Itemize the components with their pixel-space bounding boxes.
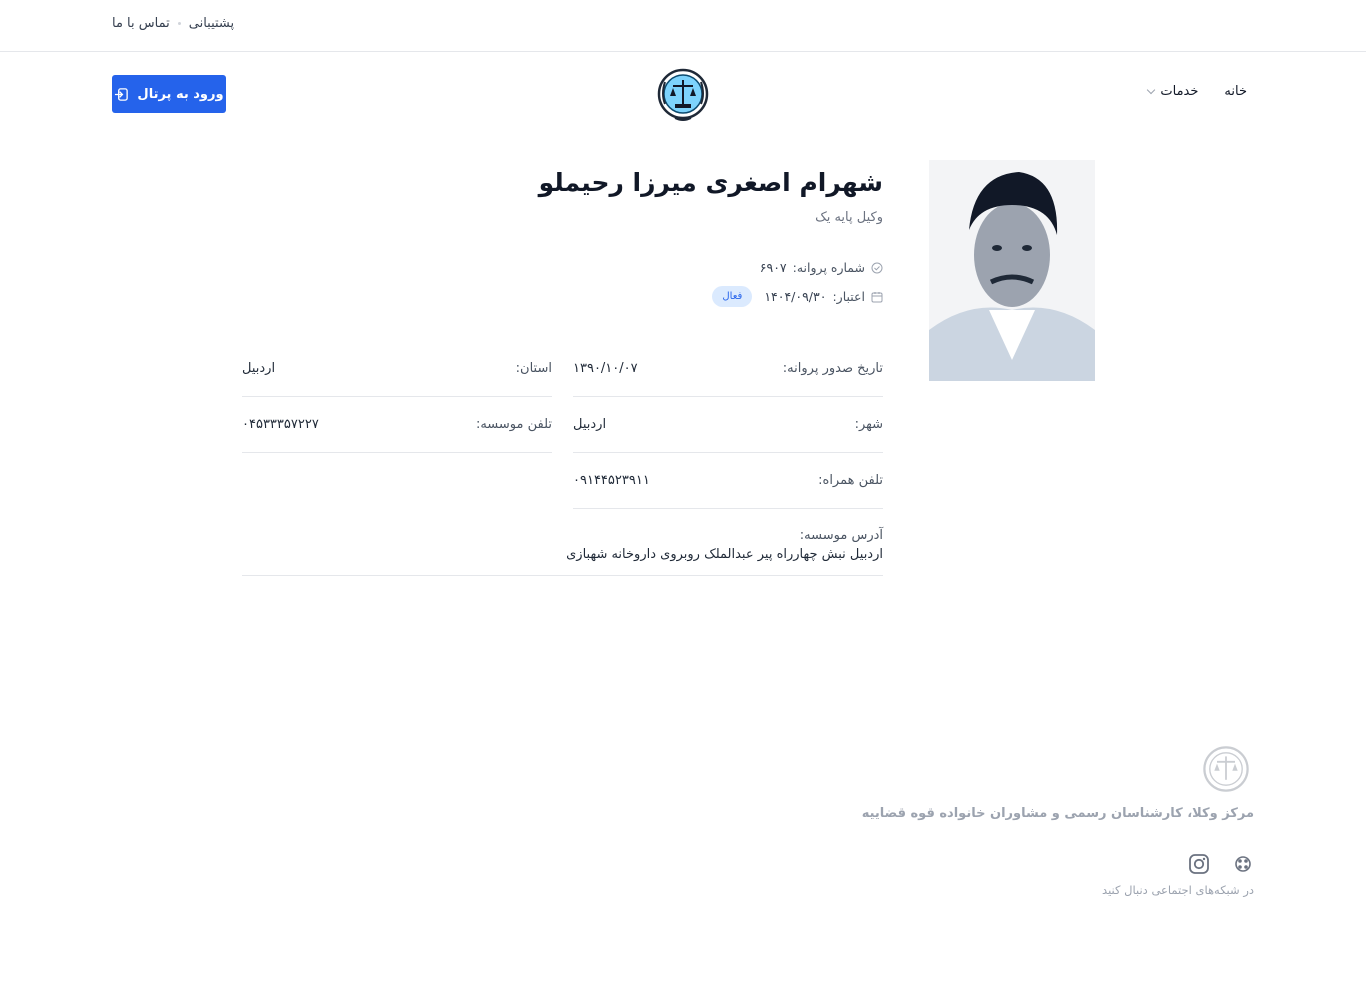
address-value: اردبیل نبش چهارراه پیر عبدالملک روبروی داروخانه شهبازی — [566, 547, 883, 562]
office-phone-value: ۰۴۵۳۳۳۵۷۲۲۷ — [242, 417, 319, 432]
main-nav — [1148, 84, 1247, 99]
license-row — [760, 260, 883, 275]
support-link[interactable]: پشتیبانی — [188, 16, 235, 31]
city-label: شهر: — [854, 417, 883, 432]
validity-row — [712, 286, 883, 307]
city-value: اردبیل — [573, 417, 607, 432]
issue-date-value: ۱۳۹۰/۱۰/۰۷ — [573, 361, 638, 376]
footer-logo — [1199, 742, 1253, 796]
mobile-field — [573, 473, 883, 509]
link-separator — [178, 22, 181, 25]
judiciary-logo[interactable] — [653, 64, 713, 124]
footer-title: مرکز وکلا، کارشناسان رسمی و مشاوران خانواده قوه قضاییه — [861, 806, 1254, 821]
chevron-down-icon — [1147, 86, 1155, 94]
validity-value: ۱۴۰۴/۰۹/۳۰ — [764, 289, 827, 304]
instagram-icon[interactable] — [1188, 853, 1210, 875]
mobile-label: تلفن همراه: — [818, 473, 883, 488]
lawyer-name: شهرام اصغری میرزا رحیملو — [538, 168, 883, 197]
top-bar — [0, 0, 1366, 52]
issue-date-field — [573, 361, 883, 397]
nav-home-label: خانه — [1224, 84, 1247, 99]
status-badge: فعال — [712, 286, 752, 307]
office-phone-label: تلفن موسسه: — [475, 417, 552, 432]
nav-services-label: خدمات — [1160, 84, 1199, 99]
license-value: ۶۹۰۷ — [759, 260, 787, 275]
portal-button-label: ورود به پرتال — [137, 86, 224, 102]
lawyer-photo — [929, 160, 1095, 381]
contact-link[interactable]: تماس با ما — [112, 16, 170, 31]
portal-login-button[interactable] — [112, 75, 226, 113]
lawyer-role: وکیل پایه یک — [815, 210, 883, 225]
nav-home[interactable] — [1224, 84, 1247, 99]
address-field — [242, 528, 883, 576]
top-links — [112, 16, 234, 31]
validity-label: اعتبار: — [832, 289, 865, 304]
issue-date-label: تاریخ صدور پروانه: — [782, 361, 883, 376]
province-field — [242, 361, 552, 397]
mobile-value: ۰۹۱۴۴۵۲۳۹۱۱ — [573, 473, 650, 488]
nav-services[interactable] — [1148, 84, 1198, 99]
social-links — [1188, 853, 1254, 875]
city-field — [573, 417, 883, 453]
footer-follow-text: در شبکه‌های اجتماعی دنبال کنید — [1102, 883, 1254, 897]
check-circle-icon — [871, 262, 883, 274]
province-label: استان: — [515, 361, 552, 376]
calendar-icon — [871, 291, 883, 303]
office-phone-field — [242, 417, 552, 453]
license-label: شماره پروانه: — [792, 260, 865, 275]
address-label: آدرس موسسه: — [799, 528, 883, 543]
aparat-icon[interactable] — [1232, 853, 1254, 875]
login-icon — [114, 87, 129, 102]
province-value: اردبیل — [242, 361, 276, 376]
